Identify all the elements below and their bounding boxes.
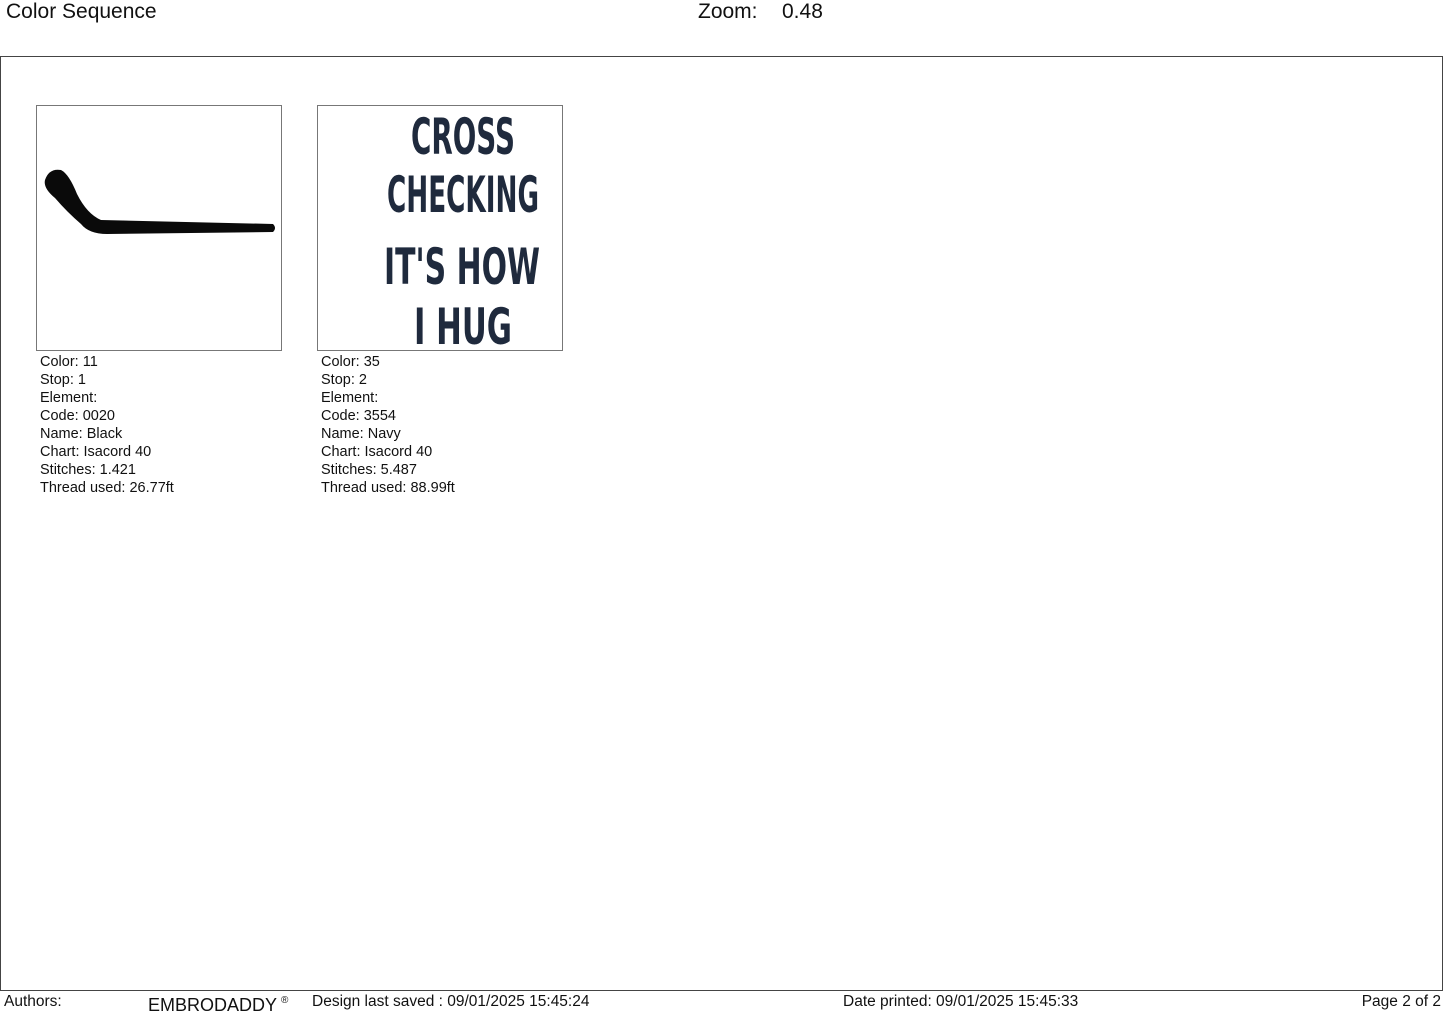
design-line-1: CROSS [411, 108, 515, 166]
color-thumbnail-2 [317, 105, 563, 356]
brand-text: EMBRODADDY [148, 995, 278, 1015]
thread-used: Thread used: 26.77ft [40, 480, 174, 496]
element-label: Element: [40, 390, 98, 406]
design-line-4: I HUG [414, 298, 512, 356]
zoom-label: Zoom: [698, 0, 758, 23]
page-number: Page 2 of 2 [1361, 993, 1441, 1010]
design-last-saved: Design last saved : 09/01/2025 15:45:24 [312, 993, 590, 1010]
thread-chart: Chart: Isacord 40 [40, 444, 152, 460]
color-thumbnail-1 [36, 105, 282, 351]
date-printed: Date printed: 09/01/2025 15:45:33 [843, 993, 1079, 1010]
registered-mark: ® [281, 995, 289, 1006]
thread-used: Thread used: 88.99ft [321, 480, 455, 496]
color-info-1 [40, 353, 174, 497]
thread-chart: Chart: Isacord 40 [321, 444, 433, 460]
design-text-preview [318, 106, 562, 356]
page-title: Color Sequence [6, 0, 157, 23]
color-info-2 [321, 353, 455, 497]
design-line-2: CHECKING [387, 166, 539, 224]
stop-number: Stop: 2 [321, 372, 367, 388]
color-number: Color: 11 [40, 354, 98, 370]
thread-name: Name: Black [40, 426, 123, 442]
thread-code: Code: 0020 [40, 408, 115, 424]
hockey-stick-icon [37, 106, 281, 350]
thread-name: Name: Navy [321, 426, 401, 442]
brand-name [148, 995, 288, 1016]
stop-number: Stop: 1 [40, 372, 86, 388]
element-label: Element: [321, 390, 379, 406]
thread-code: Code: 3554 [321, 408, 396, 424]
design-line-3: IT'S HOW [384, 238, 540, 296]
authors-label: Authors: [4, 993, 62, 1010]
color-number: Color: 35 [321, 354, 380, 370]
stitch-count: Stitches: 1.421 [40, 462, 136, 478]
stitch-count: Stitches: 5.487 [321, 462, 417, 478]
zoom-value: 0.48 [782, 0, 823, 23]
